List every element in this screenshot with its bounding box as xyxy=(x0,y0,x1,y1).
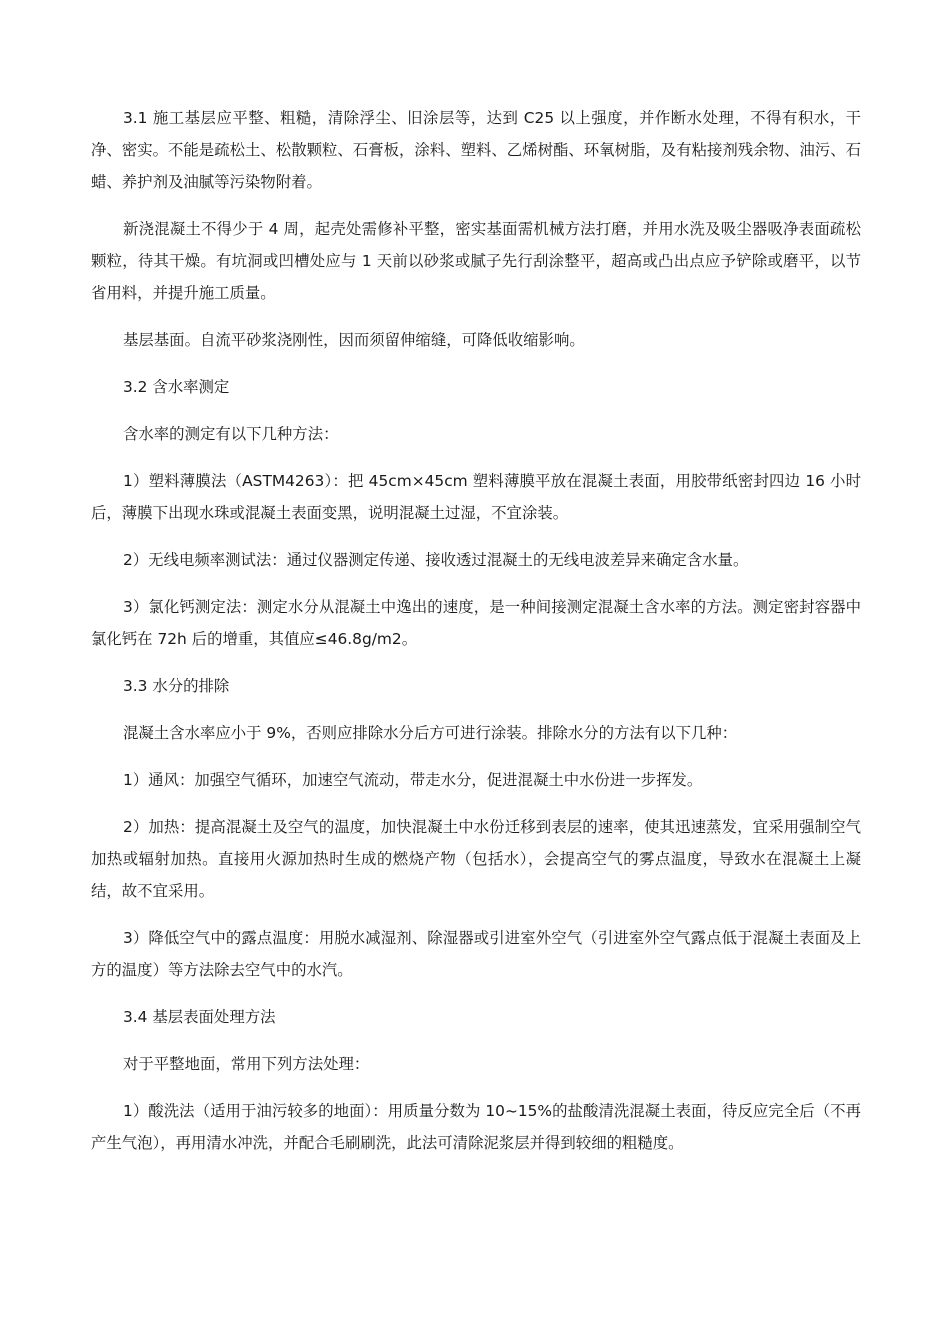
paragraph-base-surface: 基层基面。自流平砂浆浇刚性，因而须留伸缩缝，可降低收缩影响。 xyxy=(123,331,585,349)
paragraph-moisture-methods: 含水率的测定有以下几种方法： xyxy=(123,425,339,443)
paragraph-new-concrete: 新浇混凝土不得少于 4 周，起壳处需修补平整，密实基面需机械方法打磨，并用水洗及吸尘器吸净表面疏松颗粒，待其干燥。有坑洞或凹槽处应与 1 天前以砂浆或腻子先行刮涂整平，超高或凸出点应予铲除或磨平，以节省用料，并提升施工质量。 xyxy=(91,220,861,302)
paragraph-plastic-film-method: 1）塑料薄膜法（ASTM4263）：把 45cm×45cm 塑料薄膜平放在混凝土表面，用胶带纸密封四边 16 小时后，薄膜下出现水珠或混凝土表面变黑，说明混凝土过湿，不宜涂装。 xyxy=(91,472,861,522)
paragraph-dew-point: 3）降低空气中的露点温度：用脱水减湿剂、除湿器或引进室外空气（引进室外空气露点低于混凝土表面及上方的温度）等方法除去空气中的水汽。 xyxy=(91,929,861,979)
paragraph-moisture-removal: 混凝土含水率应小于 9%，否则应排除水分后方可进行涂装。排除水分的方法有以下几种： xyxy=(123,724,738,742)
heading-3-4: 3.4 基层表面处理方法 xyxy=(123,1008,276,1026)
paragraph-radio-frequency-method: 2）无线电频率测试法：通过仪器测定传递、接收透过混凝土的无线电波差异来确定含水量。 xyxy=(123,551,749,569)
paragraph-flat-floor: 对于平整地面，常用下列方法处理： xyxy=(123,1055,370,1073)
heading-3-2: 3.2 含水率测定 xyxy=(123,378,230,396)
document-body xyxy=(91,102,861,1159)
heading-3-3: 3.3 水分的排除 xyxy=(123,677,230,695)
paragraph-heating: 2）加热：提高混凝土及空气的温度，加快混凝土中水份迁移到表层的速率，使其迅速蒸发，宜采用强制空气加热或辐射加热。直接用火源加热时生成的燃烧产物（包括水），会提高空气的雾点温度，导致水在混凝土上凝结，故不宜采用。 xyxy=(91,818,861,900)
paragraph-calcium-chloride-method: 3）氯化钙测定法：测定水分从混凝土中逸出的速度，是一种间接测定混凝土含水率的方法。测定密封容器中氯化钙在 72h 后的增重，其值应≤46.8g/m2。 xyxy=(91,598,861,648)
paragraph-3-1: 3.1 施工基层应平整、粗糙，清除浮尘、旧涂层等，达到 C25 以上强度，并作断水处理，不得有积水，干净、密实。不能是疏松土、松散颗粒、石膏板，涂料、塑料、乙烯树酯、环氧树脂，及有粘接剂残余物、油污、石蜡、养护剂及油腻等污染物附着。 xyxy=(91,109,861,191)
paragraph-ventilation: 1）通风：加强空气循环，加速空气流动，带走水分，促进混凝土中水份进一步挥发。 xyxy=(123,771,703,789)
paragraph-acid-wash: 1）酸洗法（适用于油污较多的地面）：用质量分数为 10~15%的盐酸清洗混凝土表面，待反应完全后（不再产生气泡），再用清水冲洗，并配合毛刷刷洗，此法可清除泥浆层并得到较细的粗糙度。 xyxy=(91,1102,861,1152)
